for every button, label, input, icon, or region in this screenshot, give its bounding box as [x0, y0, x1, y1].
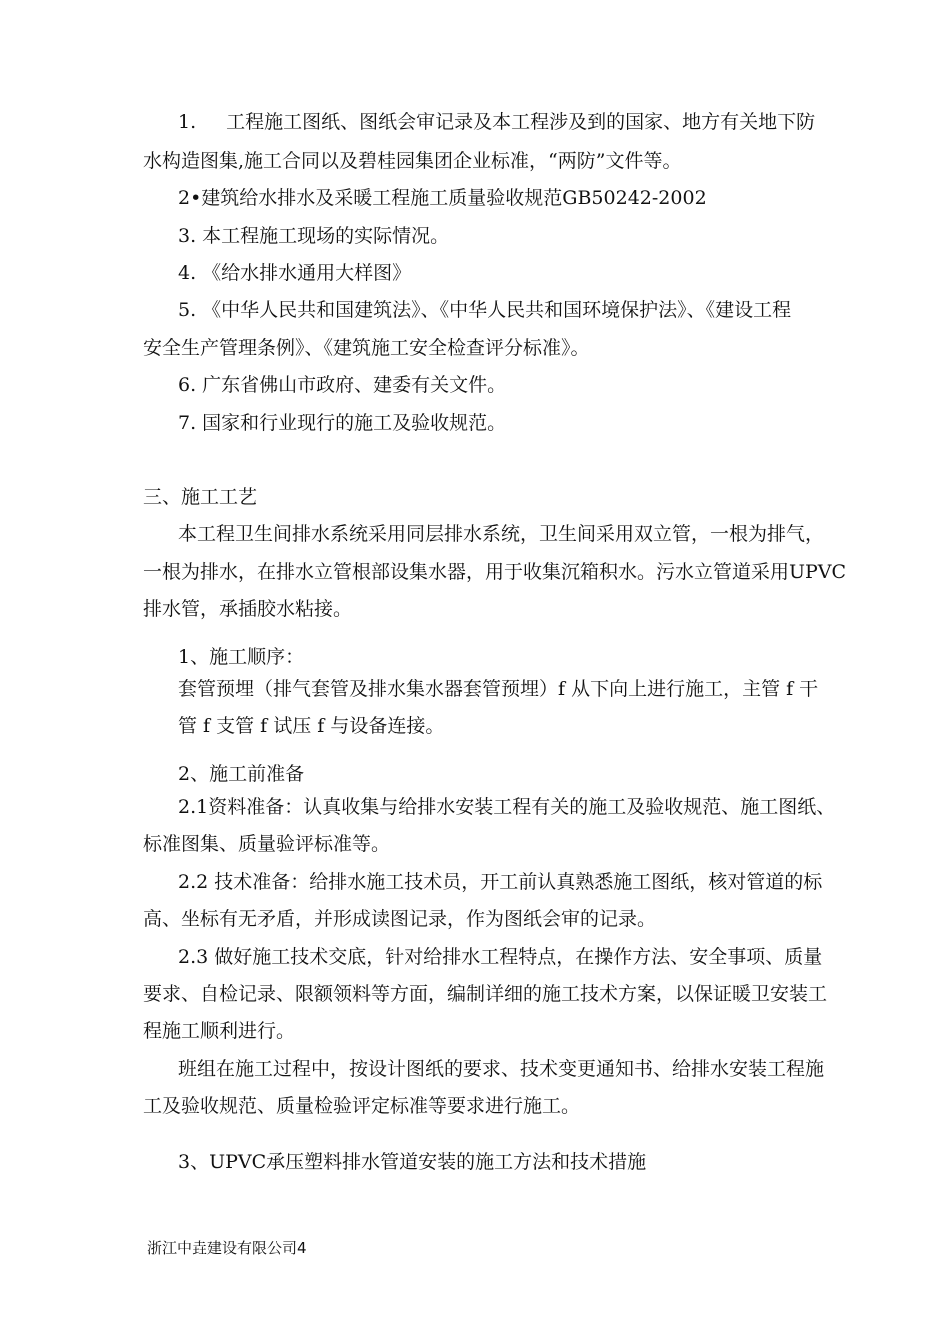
preparation-p4-line-2: 工及验收规范、质量检验评定标准等要求进行施工。 — [143, 1095, 581, 1117]
upvc-section-title: 3、UPVC承压塑料排水管道安装的施工方法和技术措施 — [178, 1151, 647, 1173]
basis-item-4: 4. 《给水排水通用大样图》 — [178, 262, 412, 284]
basis-item-1-line-1 — [178, 110, 815, 134]
preparation-title: 2、施工前准备 — [178, 763, 305, 785]
preparation-p3-line-3: 程施工顺利进行。 — [143, 1020, 296, 1042]
preparation-p2-line-2: 高、坐标有无矛盾，并形成读图记录，作为图纸会审的记录。 — [143, 908, 657, 930]
sequence-line-2: 管 f 支管 f 试压 f 与设备连接。 — [178, 715, 445, 737]
basis-item-1-number: 1. — [178, 111, 197, 133]
section-heading: 三、施工工艺 — [143, 486, 258, 508]
basis-item-3: 3. 本工程施工现场的实际情况。 — [178, 225, 450, 247]
sequence-line-1: 套管预埋（排气套管及排水集水器套管预埋）f 从下向上进行施工，主管 f 干 — [178, 678, 819, 700]
intro-line-2: 一根为排水，在排水立管根部设集水器，用于收集沉箱积水。污水立管道采用UPVC — [143, 561, 847, 583]
basis-item-1-text: 工程施工图纸、图纸会审记录及本工程涉及到的国家、地方有关地下防 — [226, 111, 816, 133]
basis-item-6: 6. 广东省佛山市政府、建委有关文件。 — [178, 374, 507, 396]
basis-item-5-line-2: 安全生产管理条例》、《建筑施工安全检查评分标准》。 — [143, 337, 590, 359]
basis-item-1-line-2: 水构造图集,施工合同以及碧桂园集团企业标准，“两防”文件等。 — [143, 150, 682, 172]
intro-line-1: 本工程卫生间排水系统采用同层排水系统，卫生间采用双立管，一根为排气， — [178, 523, 825, 545]
basis-item-5-line-1: 5. 《中华人民共和国建筑法》、《中华人民共和国环境保护法》、《建设工程 — [178, 299, 792, 321]
preparation-p4-line-1: 班组在施工过程中，按设计图纸的要求、技术变更通知书、给排水安装工程施 — [178, 1058, 825, 1080]
sequence-title: 1、施工顺序： — [178, 646, 305, 668]
preparation-p3-line-1: 2.3 做好施工技术交底，针对给排水工程特点，在操作方法、安全事项、质量 — [178, 946, 823, 968]
preparation-p1-line-2: 标准图集、质量验评标准等。 — [143, 833, 391, 855]
preparation-p1-line-1: 2.1资料准备：认真收集与给排水安装工程有关的施工及验收规范、施工图纸、 — [178, 796, 836, 818]
preparation-p2-line-1: 2.2 技术准备：给排水施工技术员，开工前认真熟悉施工图纸，核对管道的标 — [178, 871, 823, 893]
basis-item-7: 7. 国家和行业现行的施工及验收规范。 — [178, 412, 507, 434]
intro-line-3: 排水管，承插胶水粘接。 — [143, 598, 353, 620]
preparation-p3-line-2: 要求、自检记录、限额领料等方面，编制详细的施工技术方案，以保证暖卫安装工 — [143, 983, 828, 1005]
page-footer: 浙江中垚建设有限公司4 — [147, 1239, 307, 1257]
basis-item-2: 2•建筑给水排水及采暖工程施工质量验收规范GB50242-2002 — [178, 187, 707, 209]
